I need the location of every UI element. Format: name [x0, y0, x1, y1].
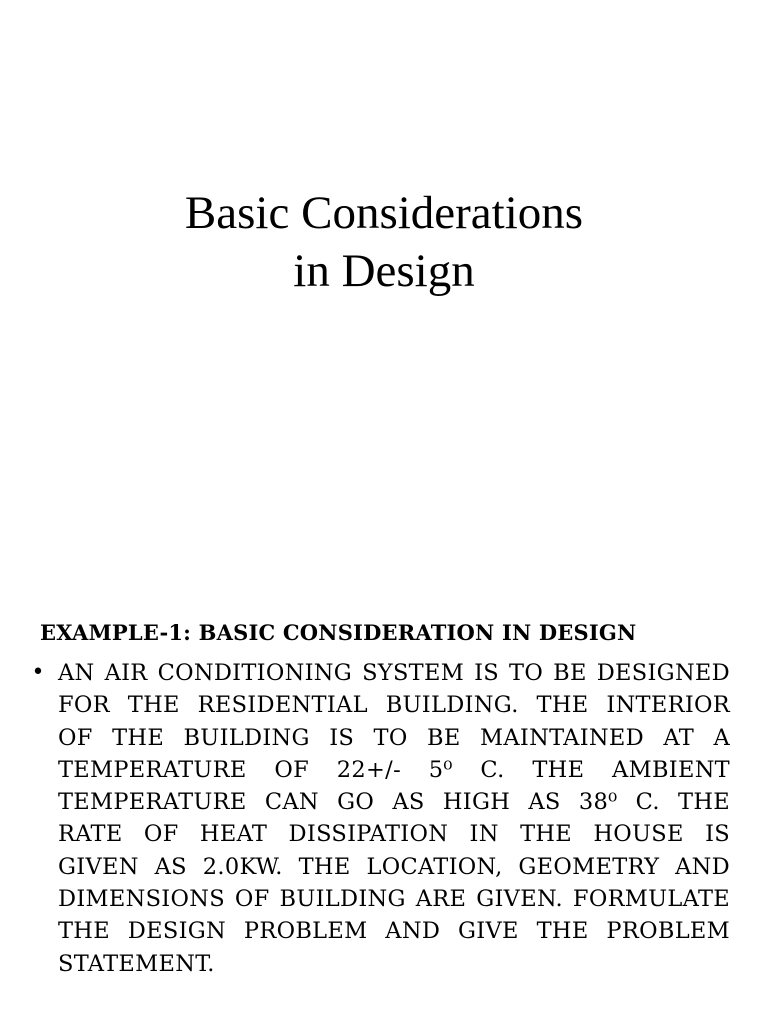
problem-statement-text: AN AIR CONDITIONING SYSTEM IS TO BE DESIGNED FOR THE RESIDENTIAL BUILDING. THE INTERIOR OF THE BUILDING IS TO BE MAINTAINED AT A TEMPERATURE OF 22+/- 5⁰ C. THE AMBIENT TEMPERATURE CAN GO AS HIGH AS 38⁰ C. THE RATE OF HEAT DISSIPATION IN THE HOUSE IS GIVEN AS 2.0KW. THE LOCATION, GEOMETRY AND DIMENSIONS OF BUILDING ARE GIVEN. FORMULATE THE DESIGN PROBLEM AND GIVE THE PROBLEM STATEMENT.: [58, 660, 730, 977]
slide-title-line-2: in Design: [293, 245, 475, 297]
bullet-icon: •: [31, 660, 45, 685]
slide-title-line-1: Basic Considerations: [184, 187, 584, 239]
bullet-list: [18, 657, 730, 980]
example-heading: EXAMPLE-1: BASIC CONSIDERATION IN DESIGN: [40, 620, 637, 645]
list-item: [18, 657, 730, 980]
slide-title: [0, 184, 768, 300]
